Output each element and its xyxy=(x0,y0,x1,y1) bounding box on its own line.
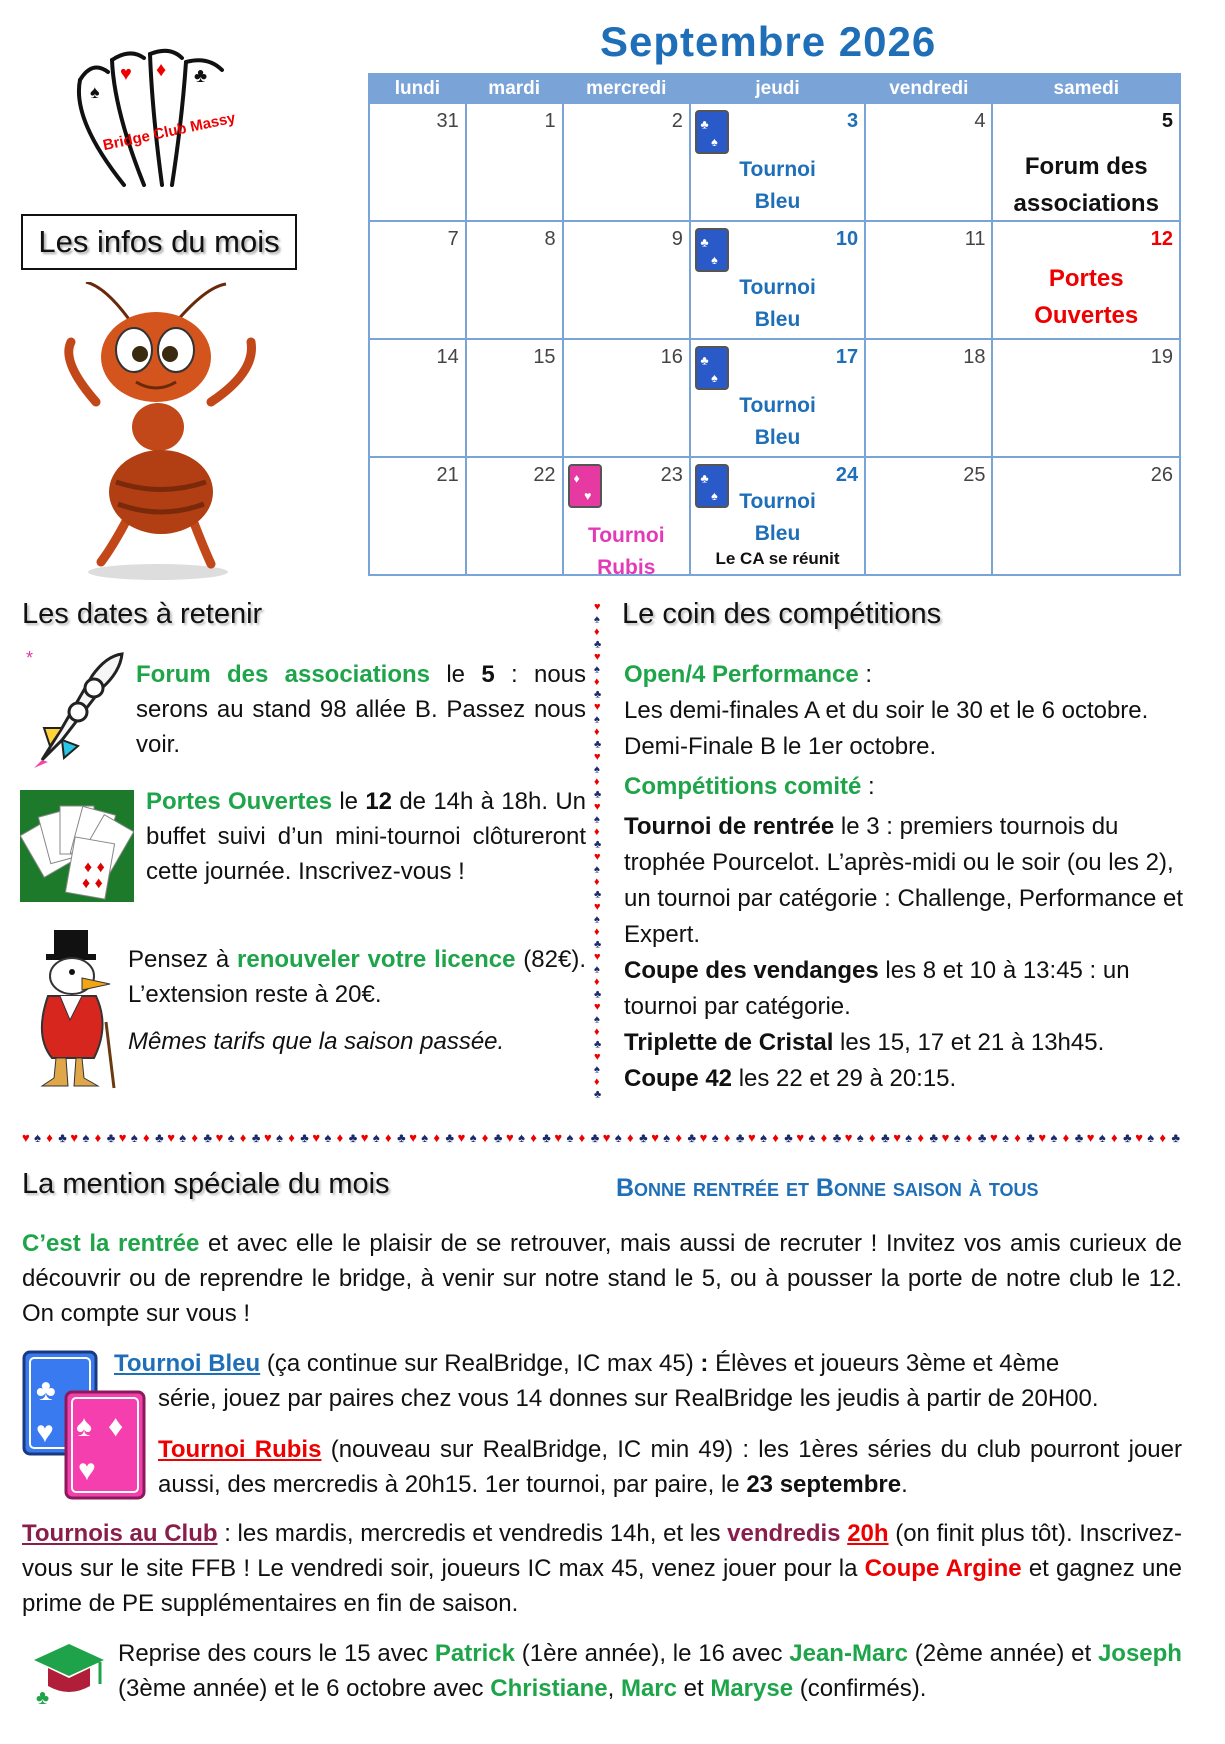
suit-ornament: ♥ xyxy=(594,801,601,813)
event-ca-note: Le CA se réunit xyxy=(715,549,840,568)
suit-ornament: ♥ xyxy=(264,1130,272,1145)
suit-ornament: ♣ xyxy=(203,1130,213,1145)
suit-ornament: ♠ xyxy=(614,1130,622,1145)
day-number: 17 xyxy=(835,346,859,368)
suit-ornament: ♥ xyxy=(360,1130,369,1145)
infos-title: Les infos du mois xyxy=(38,224,280,259)
suit-ornament: ♦ xyxy=(917,1130,925,1145)
suit-ornament: ♦ xyxy=(594,876,600,888)
suit-ornament: ♥ xyxy=(602,1130,611,1145)
suit-ornament: ♦ xyxy=(191,1130,199,1145)
rentree-paragraph: C’est la rentrée et avec elle le plaisir de se retrouver, mais aussi de recruter ! Invitez vos amis curieux de découvrir ou de reprendre le bridge, à venir sur notre stand le 5, ou à pousser la porte de notre club le 12. On compte sur vous ! xyxy=(22,1230,1182,1327)
svg-text:♠: ♠ xyxy=(90,82,100,102)
day-number: 25 xyxy=(963,464,986,486)
suit-ornament: ♣ xyxy=(594,988,602,1001)
blue-card-icon xyxy=(695,110,729,154)
bonne-rentree-heading: Bonne rentrée et Bonne saison à tous xyxy=(616,1174,1039,1202)
suit-ornament: ♦ xyxy=(627,1130,634,1145)
suit-ornament: ♥ xyxy=(506,1130,514,1145)
suit-ornament: ♠ xyxy=(594,763,600,776)
suit-ornament: ♣ xyxy=(58,1130,67,1145)
triplette-paragraph: Triplette de Cristal les 15, 17 et 21 à 13h45. xyxy=(624,1029,1105,1056)
day-header-jeudi: jeudi xyxy=(690,74,865,103)
calendar-title: Septembre 2026 xyxy=(600,18,937,65)
calendar-cell xyxy=(466,339,563,457)
tournoi-bleu-link[interactable]: Tournoi Bleu xyxy=(114,1350,261,1377)
suit-ornament: ♠ xyxy=(179,1130,187,1145)
suit-ornament: ♣ xyxy=(397,1130,406,1145)
day-number: 3 xyxy=(847,110,859,132)
suit-ornament: ♣ xyxy=(155,1130,164,1145)
dates-section-title: Les dates à retenir xyxy=(22,598,263,630)
day-header-samedi: samedi xyxy=(992,74,1180,103)
calendar-cell xyxy=(865,457,992,575)
suit-ornament: ♦ xyxy=(594,626,600,638)
suit-ornament: ♦ xyxy=(594,926,600,938)
calendar-cell xyxy=(690,103,865,221)
calendar-cell xyxy=(466,103,563,221)
day-number: 21 xyxy=(436,464,459,486)
suit-ornament: ♦ xyxy=(143,1130,150,1145)
suit-ornament: ♣ xyxy=(1026,1130,1035,1145)
suit-ornament: ♣ xyxy=(445,1130,455,1145)
suit-ornament: ♦ xyxy=(530,1130,537,1145)
day-number: 24 xyxy=(835,464,859,486)
suit-ornament: ♥ xyxy=(748,1130,756,1145)
calendar-cell xyxy=(466,221,563,339)
suit-ornament: ♦ xyxy=(723,1130,731,1145)
svg-text:♣: ♣ xyxy=(700,235,709,250)
suit-ornament: ♠ xyxy=(469,1130,477,1145)
suit-ornament: ♥ xyxy=(1038,1130,1047,1145)
suit-ornament: ♣ xyxy=(348,1130,358,1145)
day-header-lundi: lundi xyxy=(369,74,466,103)
suit-ornament: ♥ xyxy=(594,1001,601,1013)
infos-title-box xyxy=(21,214,297,270)
suit-ornament: ♠ xyxy=(760,1130,768,1145)
svg-text:♥: ♥ xyxy=(36,1416,54,1449)
suit-ornament: ♦ xyxy=(594,676,600,688)
day-number: 9 xyxy=(671,228,683,250)
svg-text:♠: ♠ xyxy=(76,1410,92,1443)
suit-ornament: ♦ xyxy=(433,1130,441,1145)
suit-ornament: ♥ xyxy=(215,1130,224,1145)
calendar-cell xyxy=(563,457,690,579)
suit-ornament: ♣ xyxy=(594,738,602,751)
suit-ornament: ♥ xyxy=(651,1130,659,1145)
suit-ornament: ♥ xyxy=(844,1130,853,1145)
svg-text:♦ ♦: ♦ ♦ xyxy=(84,859,105,876)
suit-ornament: ♣ xyxy=(594,688,602,701)
day-number: 12 xyxy=(1150,228,1173,250)
suit-ornament: ♦ xyxy=(594,1076,600,1088)
portes-ouvertes-paragraph: Portes Ouvertes le 12 de 14h à 18h. Un buffet suivi d’un mini-tournoi clôtureront cette journée. Inscrivez-vous ! xyxy=(146,788,586,885)
suit-ornament: ♥ xyxy=(594,651,601,663)
day-header-vendredi: vendredi xyxy=(865,74,992,103)
calendar-table xyxy=(368,73,1181,579)
suit-ornament: ♥ xyxy=(1135,1130,1143,1145)
day-number: 22 xyxy=(533,464,556,486)
suit-ornament: ♥ xyxy=(594,901,601,913)
tournois-club-paragraph: Tournois au Club : les mardis, mercredis et vendredis 14h, et les vendredis 20h (on finit plus tôt). Inscrivez-vous sur le site FFB ! Le vendredi soir, joueurs IC max 45, venez jouer pour la Coupe Argine et gagnez une prime de PE supplémentaires en fin de saison. xyxy=(22,1520,1182,1617)
suit-ornament: ♦ xyxy=(481,1130,489,1145)
suit-ornament: ♥ xyxy=(312,1130,321,1145)
suit-ornament: ♦ xyxy=(1111,1130,1118,1145)
calendar-cell xyxy=(369,103,466,221)
suit-ornament: ♣ xyxy=(106,1130,116,1145)
event-tournoi-bleu: Tournoi Bleu xyxy=(739,394,816,449)
suit-ornament: ♦ xyxy=(675,1130,683,1145)
calendar-cell xyxy=(369,457,466,575)
svg-text:*: * xyxy=(26,650,34,668)
suit-ornament: ♦ xyxy=(820,1130,828,1145)
suit-ornament: ♥ xyxy=(893,1130,901,1145)
suit-ornament: ♣ xyxy=(594,888,602,901)
suit-ornament: ♠ xyxy=(1002,1130,1010,1145)
suit-ornament: ♥ xyxy=(167,1130,175,1145)
calendar-cell xyxy=(865,221,992,339)
suit-ornament: ♣ xyxy=(1123,1130,1132,1145)
calendar-cell xyxy=(992,339,1180,457)
svg-text:♦: ♦ xyxy=(156,59,167,81)
svg-text:♠: ♠ xyxy=(711,253,718,268)
svg-text:♣: ♣ xyxy=(700,471,709,486)
suit-ornament: ♠ xyxy=(594,913,600,926)
day-number: 19 xyxy=(1150,346,1173,368)
suit-ornament: ♠ xyxy=(594,663,600,676)
suit-ornament: ♥ xyxy=(409,1130,417,1145)
suit-ornament: ♠ xyxy=(82,1130,90,1145)
svg-text:♣: ♣ xyxy=(194,65,208,87)
day-number: 2 xyxy=(671,110,683,132)
day-number: 23 xyxy=(660,464,683,486)
day-number: 31 xyxy=(436,110,459,132)
suit-ornament: ♠ xyxy=(594,1013,600,1026)
suit-divider-vertical xyxy=(594,600,606,1105)
suit-ornament: ♠ xyxy=(953,1130,961,1145)
svg-text:♠: ♠ xyxy=(711,371,718,386)
day-number: 18 xyxy=(963,346,986,368)
tournoi-rubis-link[interactable]: Tournoi Rubis xyxy=(158,1436,322,1463)
day-number: 5 xyxy=(1161,110,1173,132)
suit-ornament: ♦ xyxy=(1159,1130,1167,1145)
cours-paragraph: Reprise des cours le 15 avec Patrick (1ère année), le 16 avec Jean-Marc (2ème année) et Joseph (3ème année) et le 6 octobre avec Christiane, Marc et Maryse (confirmés). xyxy=(118,1640,1182,1702)
suit-ornament: ♠ xyxy=(594,1063,600,1076)
suit-ornament: ♠ xyxy=(1098,1130,1106,1145)
suit-ornament: ♥ xyxy=(70,1130,79,1145)
suit-ornament: ♠ xyxy=(808,1130,816,1145)
suit-ornament: ♦ xyxy=(594,776,600,788)
suit-ornament: ♣ xyxy=(832,1130,842,1145)
event-tournoi-bleu: Tournoi Bleu xyxy=(739,490,816,545)
svg-text:♣: ♣ xyxy=(700,117,709,132)
suit-ornament: ♠ xyxy=(856,1130,864,1145)
suit-ornament: ♦ xyxy=(772,1130,779,1145)
svg-text:♥: ♥ xyxy=(583,489,592,504)
svg-text:♦: ♦ xyxy=(108,1410,124,1443)
suit-ornament: ♠ xyxy=(372,1130,380,1145)
calendar-cell xyxy=(466,457,563,575)
suit-ornament: ♠ xyxy=(663,1130,671,1145)
suit-ornament: ♣ xyxy=(1074,1130,1084,1145)
suit-ornament: ♠ xyxy=(1050,1130,1058,1145)
event-tournoi-rubis: Tournoi Rubis xyxy=(587,524,665,579)
calendar-cell xyxy=(865,103,992,221)
svg-text:♥: ♥ xyxy=(120,63,132,85)
suit-ornament: ♣ xyxy=(977,1130,987,1145)
suit-ornament: ♥ xyxy=(594,1051,601,1063)
suit-ornament: ♥ xyxy=(22,1130,30,1145)
calendar-cell xyxy=(563,103,690,221)
suit-ornament: ♣ xyxy=(594,788,602,801)
suit-ornament: ♥ xyxy=(554,1130,563,1145)
suit-ornament: ♥ xyxy=(699,1130,708,1145)
suit-ornament: ♣ xyxy=(687,1130,697,1145)
suit-ornament: ♦ xyxy=(594,826,600,838)
suit-ornament: ♦ xyxy=(288,1130,295,1145)
tarifs-note: Mêmes tarifs que la saison passée. xyxy=(128,1028,505,1055)
suit-ornament: ♥ xyxy=(594,601,601,613)
day-number: 11 xyxy=(964,228,986,250)
suit-ornament: ♣ xyxy=(1171,1130,1181,1145)
day-number: 1 xyxy=(544,110,556,132)
suit-ornament: ♦ xyxy=(965,1130,973,1145)
logo-text: Bridge Club Massy xyxy=(101,109,238,155)
suit-ornament: ♠ xyxy=(594,863,600,876)
suit-ornament: ♥ xyxy=(594,851,601,863)
blue-card-icon xyxy=(695,228,729,272)
suit-ornament: ♦ xyxy=(594,726,600,738)
calendar-cell xyxy=(865,339,992,457)
suit-divider-horizontal xyxy=(22,1130,1182,1146)
calendar-cell xyxy=(369,339,466,457)
suit-ornament: ♠ xyxy=(324,1130,332,1145)
calendar-cell xyxy=(992,221,1180,339)
suit-ornament: ♣ xyxy=(881,1130,890,1145)
suit-ornament: ♠ xyxy=(518,1130,526,1145)
suit-ornament: ♥ xyxy=(594,701,601,713)
suit-ornament: ♣ xyxy=(639,1130,648,1145)
suit-ornament: ♣ xyxy=(542,1130,551,1145)
suit-ornament: ♦ xyxy=(336,1130,344,1145)
day-number: 16 xyxy=(660,346,683,368)
suit-ornament: ♠ xyxy=(594,813,600,826)
forum-paragraph: Forum des associations le 5 : nous serons au stand 98 allée B. Passez nous voir. xyxy=(136,661,587,758)
competitions-block xyxy=(624,657,1184,1097)
bridge-club-logo xyxy=(62,40,262,190)
playing-cards-illustration xyxy=(20,790,134,902)
coupe-vendanges-paragraph: Coupe des vendanges les 8 et 10 à 13:45 : un tournoi par catégorie. xyxy=(624,957,1130,1020)
calendar-cell xyxy=(369,221,466,339)
svg-text:♠: ♠ xyxy=(711,489,718,504)
suit-ornament: ♠ xyxy=(421,1130,429,1145)
suit-ornament: ♦ xyxy=(46,1130,53,1145)
suit-ornament: ♦ xyxy=(869,1130,876,1145)
day-header-mardi: mardi xyxy=(466,74,563,103)
tournoi-rentree-paragraph: Tournoi de rentrée le 3 : premiers tournois du trophée Pourcelot. L’après-midi ou le soir (ou les 2), un tournoi par catégorie : Challenge, Performance et Expert. xyxy=(624,813,1183,948)
day-header-mercredi: mercredi xyxy=(563,74,690,103)
suit-ornament: ♠ xyxy=(594,713,600,726)
suit-ornament: ♠ xyxy=(594,613,600,626)
suit-ornament: ♥ xyxy=(796,1130,805,1145)
suit-ornament: ♥ xyxy=(457,1130,466,1145)
svg-text:♣: ♣ xyxy=(36,1687,50,1706)
event-tournoi-bleu: Tournoi Bleu xyxy=(739,276,816,331)
day-number: 4 xyxy=(974,110,986,132)
graduation-cap-icon xyxy=(30,1632,108,1706)
svg-text:♥: ♥ xyxy=(78,1454,96,1487)
event-forum: Forum des associations xyxy=(1013,153,1159,217)
tournois-club-link[interactable]: Tournois au Club xyxy=(22,1520,218,1547)
suit-ornament: ♠ xyxy=(276,1130,284,1145)
suit-ornament: ♣ xyxy=(594,638,602,651)
comite-heading: Compétitions comité : xyxy=(624,773,875,800)
day-number: 7 xyxy=(447,228,459,250)
suit-ornament: ♣ xyxy=(929,1130,939,1145)
calendar-cell xyxy=(563,339,690,457)
suit-ornament: ♠ xyxy=(34,1130,42,1145)
suit-ornament: ♠ xyxy=(594,963,600,976)
suit-ornament: ♣ xyxy=(594,838,602,851)
suit-ornament: ♣ xyxy=(251,1130,261,1145)
licence-paragraph: Pensez à renouveler votre licence (82€). L’extension reste à 20€. xyxy=(128,946,586,1008)
suit-ornament: ♠ xyxy=(711,1130,719,1145)
suit-ornament: ♣ xyxy=(590,1130,600,1145)
mention-section-title: La mention spéciale du mois xyxy=(22,1168,390,1200)
svg-text:♠: ♠ xyxy=(711,135,718,150)
suit-ornament: ♣ xyxy=(594,1088,602,1101)
svg-text:♣: ♣ xyxy=(700,353,709,368)
suit-ornament: ♠ xyxy=(566,1130,574,1145)
suit-ornament: ♦ xyxy=(239,1130,247,1145)
calendar-cell xyxy=(690,457,865,575)
suit-ornament: ♣ xyxy=(493,1130,503,1145)
suit-ornament: ♥ xyxy=(118,1130,127,1145)
day-number: 26 xyxy=(1150,464,1173,486)
suit-ornament: ♦ xyxy=(385,1130,392,1145)
suit-ornament: ♦ xyxy=(594,1026,600,1038)
suit-ornament: ♣ xyxy=(594,1038,602,1051)
suit-ornament: ♣ xyxy=(300,1130,309,1145)
suit-ornament: ♦ xyxy=(94,1130,102,1145)
suit-ornament: ♣ xyxy=(784,1130,793,1145)
calendar-cell xyxy=(690,339,865,457)
suit-ornament: ♠ xyxy=(905,1130,913,1145)
event-portes-ouvertes: Portes Ouvertes xyxy=(1034,265,1139,329)
suit-ornament: ♦ xyxy=(1014,1130,1021,1145)
calendar-cell xyxy=(690,221,865,339)
competitions-section-title: Le coin des compétitions xyxy=(622,598,942,630)
suit-ornament: ♣ xyxy=(594,938,602,951)
suit-ornament: ♠ xyxy=(227,1130,235,1145)
calendar-cell xyxy=(563,221,690,339)
suit-ornament: ♠ xyxy=(130,1130,138,1145)
suit-ornament: ♥ xyxy=(594,751,601,763)
suit-ornament: ♥ xyxy=(941,1130,950,1145)
day-number: 14 xyxy=(436,346,459,368)
calendar-cell xyxy=(992,103,1180,221)
day-number: 10 xyxy=(835,228,859,250)
suit-ornament: ♣ xyxy=(735,1130,745,1145)
suit-ornament: ♥ xyxy=(990,1130,998,1145)
ant-mascot-illustration xyxy=(36,282,286,582)
suit-ornament: ♦ xyxy=(1062,1130,1070,1145)
scrooge-mcduck-illustration xyxy=(24,926,128,1092)
tournoi-bleu-paragraph: Tournoi Bleu (ça continue sur RealBridge, IC max 45) : Élèves et joueurs 3ème et 4ème série, jouez par paires chez vous 14 donnes sur RealBridge les jeudis à partir de 20H00. xyxy=(114,1350,1099,1412)
suit-ornament: ♦ xyxy=(578,1130,586,1145)
rocket-illustration xyxy=(22,650,130,770)
open-paragraph: Open/4 Performance : Les demi-finales A et du soir le 30 et le 6 octobre. Demi-Finale B le 1er octobre. xyxy=(624,661,1149,760)
suit-ornament: ♦ xyxy=(594,976,600,988)
suit-ornament: ♠ xyxy=(1147,1130,1155,1145)
day-number: 8 xyxy=(544,228,556,250)
svg-text:♦: ♦ xyxy=(573,471,580,486)
suit-ornament: ♥ xyxy=(1086,1130,1095,1145)
suit-ornament: ♥ xyxy=(594,951,601,963)
tournoi-rubis-paragraph: Tournoi Rubis (nouveau sur RealBridge, IC min 49) : les 1ères séries du club pourront jouer aussi, des mercredis à 20h15. 1er tournoi, par paire, le 23 septembre. xyxy=(158,1436,1182,1498)
calendar-cell xyxy=(992,457,1180,575)
svg-text:♦ ♦: ♦ ♦ xyxy=(82,875,103,892)
coupe42-paragraph: Coupe 42 les 22 et 29 à 20:15. xyxy=(624,1065,957,1092)
svg-text:♣: ♣ xyxy=(36,1374,56,1407)
day-number: 15 xyxy=(533,346,556,368)
blue-card-icon xyxy=(695,346,729,390)
pink-card-icon xyxy=(568,464,602,508)
event-tournoi-bleu: Tournoi Bleu xyxy=(739,158,816,213)
